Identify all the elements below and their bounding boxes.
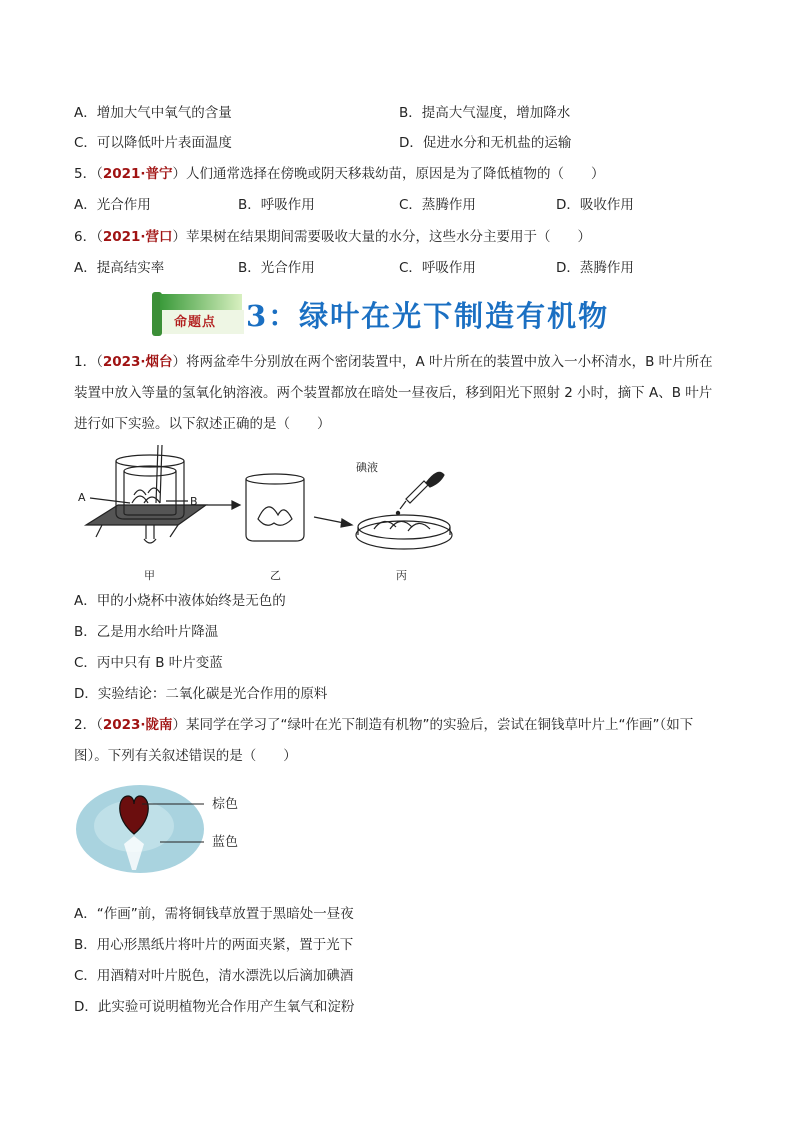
question-text: ）某同学在学习了“绿叶在光下制造有机物”的实验后，尝试在铜钱草叶片上“作画”（如下 [172, 717, 694, 733]
label-iodine: 碘液 [356, 461, 378, 474]
label-jia: 甲 [144, 569, 155, 582]
option-b: B．乙是用水给叶片降温 [74, 624, 219, 640]
option-c: C．可以降低叶片表面温度 [74, 135, 232, 151]
question-2-line-2: 图）。下列有关叙述错误的是（ ） [74, 748, 297, 764]
label-blue: 蓝色 [212, 835, 239, 850]
question-text: ）将两盆牵牛分别放在两个密闭装置中，A 叶片所在的装置中放入一小杯清水，B 叶片所在 [172, 354, 713, 370]
option-a: A．甲的小烧杯中液体始终是无色的 [74, 593, 286, 609]
option-c: C．蒸腾作用 [399, 197, 476, 213]
label-brown: 棕色 [212, 797, 239, 812]
source-tag: 2023·陇南 [102, 717, 173, 733]
option-c: C．呼吸作用 [399, 260, 476, 276]
question-2-line-1 [74, 715, 693, 735]
option-d: D．蒸腾作用 [556, 260, 634, 276]
section-banner [150, 292, 650, 338]
option-a: A．光合作用 [74, 197, 151, 213]
source-tag: 2021·营口 [102, 229, 173, 245]
option-b: B．用心形黑纸片将叶片的两面夹紧，置于光下 [74, 937, 354, 953]
question-text: ）人们通常选择在傍晚或阴天移栽幼苗，原因是为了降低植物的（ ） [172, 166, 605, 182]
question-1-line-1 [74, 352, 713, 372]
question-number: 1．（ [74, 354, 103, 370]
leaf-figure [74, 782, 274, 878]
question-6-stem [74, 227, 591, 247]
option-a: A．提高结实率 [74, 260, 165, 276]
option-b: B．提高大气湿度，增加降水 [399, 105, 571, 121]
section-title: 3：绿叶在光下制造有机物 [246, 299, 610, 333]
option-a: A．增加大气中氧气的含量 [74, 105, 232, 121]
question-text: ）苹果树在结果期间需要吸收大量的水分，这些水分主要用于（ ） [172, 229, 592, 245]
option-c: C．用酒精对叶片脱色，清水漂洗以后滴加碘酒 [74, 968, 354, 984]
question-number: 5．（ [74, 166, 103, 182]
source-tag: 2021·普宁 [102, 166, 173, 182]
option-b: B．光合作用 [238, 260, 315, 276]
option-b: B．呼吸作用 [238, 197, 315, 213]
label-b: B [190, 495, 198, 508]
option-d: D．吸收作用 [556, 197, 634, 213]
option-c: C．丙中只有 B 叶片变蓝 [74, 655, 223, 671]
option-d: D．此实验可说明植物光合作用产生氧气和淀粉 [74, 999, 355, 1015]
source-tag: 2023·烟台 [102, 354, 173, 370]
option-d: D．实验结论：二氧化碳是光合作用的原料 [74, 686, 328, 702]
option-d: D．促进水分和无机盐的运输 [399, 135, 572, 151]
label-bing: 丙 [396, 569, 407, 582]
label-a: A [78, 491, 86, 504]
question-number: 2．（ [74, 717, 103, 733]
option-a: A．“作画”前，需将铜钱草放置于黑暗处一昼夜 [74, 906, 354, 922]
question-5-stem [74, 164, 605, 184]
label-yi: 乙 [270, 569, 281, 582]
question-1-line-2: 装置中放入等量的氢氧化钠溶液。两个装置都放在暗处一昼夜后，移到阳光下照射 2 小时，摘下 A、B 叶片 [74, 385, 713, 401]
experiment-figure [74, 443, 454, 583]
question-number: 6．（ [74, 229, 103, 245]
question-1-line-3: 进行如下实验。以下叙述正确的是（ ） [74, 416, 331, 432]
section-label: 命题点 [174, 315, 217, 330]
